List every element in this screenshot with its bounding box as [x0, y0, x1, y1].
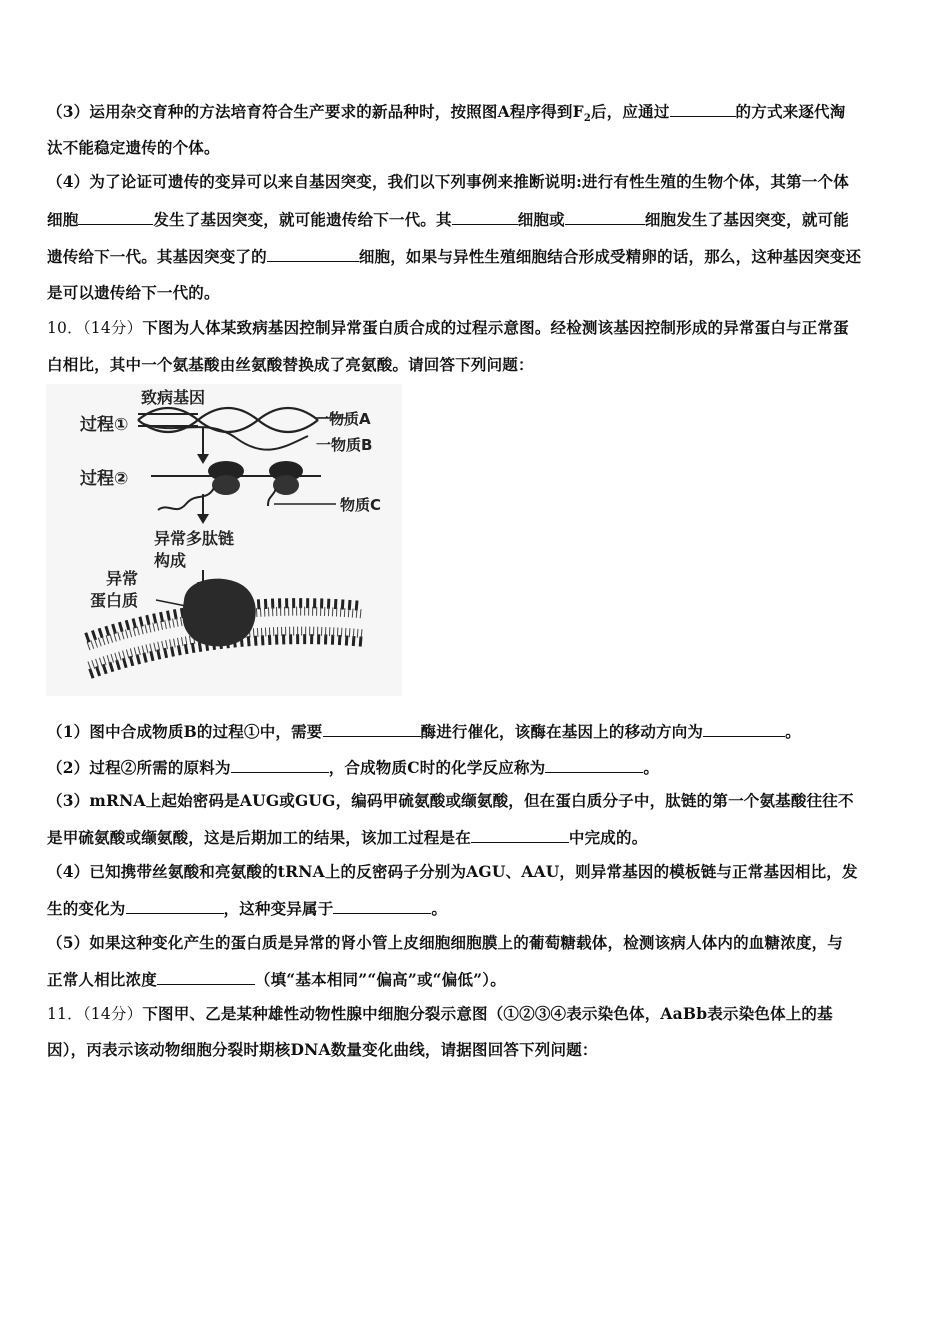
text: 后，应通过	[591, 102, 670, 121]
q10-sub4-line1	[47, 861, 917, 883]
label-material-b: 一物质B	[316, 436, 373, 454]
text: 遗传给下一代。其基因突变了的	[47, 247, 267, 266]
label-material-a: 一物质A	[314, 410, 371, 428]
text: 是甲硫氨酸或缬氨酸，这是后期加工的结果，该加工过程是在	[47, 828, 471, 847]
text: 程序得到	[509, 102, 573, 121]
answer-blank[interactable]	[670, 100, 736, 117]
text: （4）已知携带丝氨酸和亮氨酸的	[47, 862, 278, 881]
text: 或	[279, 791, 295, 810]
q9-part4-line1: （4）为了论证可遗传的变异可以来自基因突变，我们以下列事例来推断说明:进行有性生殖的生物个体，其第一个体	[47, 172, 849, 191]
q9-part3-line2: 汰不能稳定遗传的个体。	[47, 138, 220, 157]
q9-part3-line1	[47, 100, 917, 130]
text: （3）	[47, 791, 90, 810]
q10-sub2	[47, 756, 917, 779]
text: ，则异常基因的模板链与正常基因相比，发	[559, 862, 858, 881]
text: B	[183, 722, 197, 741]
text: C	[407, 758, 420, 777]
q10-sub3-line2	[47, 826, 917, 849]
text: 正常人相比浓度	[47, 970, 157, 989]
question-number: 10．	[47, 319, 83, 337]
text: 酶进行催化，该酶在基因上的移动方向为	[420, 722, 704, 741]
label-material-c: 物质C	[340, 496, 382, 514]
text: mRNA	[89, 791, 146, 810]
answer-blank[interactable]	[471, 826, 569, 843]
text: 上的反密码子分别为	[324, 862, 467, 881]
text: 。	[785, 722, 801, 741]
label-abnormal-2: 蛋白质	[90, 591, 139, 610]
question-score: （14分）	[82, 319, 143, 337]
text: （填“基本相同”“偏高”或“偏低”）。	[254, 970, 506, 989]
text: AUG	[239, 791, 280, 810]
q10-sub4-line2	[47, 897, 917, 920]
text: 的方式来逐代淘	[735, 102, 846, 121]
q10-stem-line2: 白相比，其中一个氨基酸由丝氨酸替换成了亮氨酸。请回答下列问题：	[47, 355, 534, 374]
q10-sub1	[47, 720, 917, 743]
q11-stem-line2	[47, 1039, 917, 1061]
answer-blank[interactable]	[126, 897, 224, 914]
text: 因），丙表示该动物细胞分裂时期核	[47, 1040, 291, 1059]
answer-blank[interactable]	[565, 208, 645, 225]
text: AaBb	[660, 1004, 708, 1023]
text: A	[497, 102, 510, 121]
answer-blank[interactable]	[545, 756, 643, 773]
text: 的过程①中，需要	[196, 722, 323, 741]
text: （2）过程②所需的原料为	[47, 758, 231, 777]
answer-blank[interactable]	[267, 245, 359, 262]
text: 细胞，如果与异性生殖细胞结合形成受精卵的话，那么，这种基因突变还	[358, 247, 862, 266]
label-process2: 过程②	[80, 469, 129, 489]
text: （3）运用杂交育种的方法培育符合生产要求的新品种时，按照图	[47, 102, 498, 121]
text: 细胞或	[517, 210, 565, 229]
text: 数量变化曲线，请据图回答下列问题：	[330, 1040, 598, 1059]
q9-part4-line4: 是可以遗传给下一代的。	[47, 283, 220, 302]
text: 生的变化为	[47, 899, 126, 918]
text: DNA	[290, 1040, 331, 1059]
text: 下图为人体某致病基因控制异常蛋白质合成的过程示意图。经检测该基因控制形成的异常蛋白与正常蛋	[142, 318, 849, 337]
answer-blank[interactable]	[333, 897, 431, 914]
text: 中完成的。	[568, 828, 648, 847]
q10-sub3-line1	[47, 790, 917, 812]
text: 时的化学反应称为	[419, 758, 546, 777]
text: ，这种变异属于	[223, 899, 334, 918]
text: tRNA	[277, 862, 325, 881]
text: 发生了基因突变，就可能遗传给下一代。其	[153, 210, 452, 229]
answer-blank[interactable]	[323, 720, 421, 737]
label-abnormal-chain: 异常多肽链	[154, 529, 235, 548]
text: AGU、AAU	[466, 862, 560, 881]
text: ，合成物质	[328, 758, 408, 777]
answer-blank[interactable]	[78, 208, 153, 225]
q11-stem-line1	[47, 1003, 917, 1025]
text: 。	[431, 899, 448, 918]
protein-synthesis-diagram	[46, 384, 402, 696]
ribosome-small-2	[273, 475, 299, 495]
label-gene: 致病基因	[141, 388, 206, 407]
q10-stem-line1	[47, 317, 917, 339]
label-abnormal-1: 异常	[106, 569, 139, 588]
text: （1）图中合成物质	[47, 722, 184, 741]
answer-blank[interactable]	[452, 208, 518, 225]
text: 细胞发生了基因突变，就可能	[644, 210, 849, 229]
text: ，编码甲硫氨酸或缬氨酸，但在蛋白质分子中，肽链的第一个氨基酸往往不	[335, 791, 854, 810]
q10-sub5-line1: （5）如果这种变化产生的蛋白质是异常的肾小管上皮细胞细胞膜上的葡萄糖载体，检测该病人体内的血糖浓度，与	[47, 933, 843, 952]
text: 上起始密码是	[145, 791, 240, 810]
answer-blank[interactable]	[157, 968, 255, 985]
text: 表示染色体上的基	[707, 1004, 833, 1023]
q9-part4-line3	[47, 245, 917, 268]
label-form: 构成	[154, 551, 187, 570]
question-score: （14分）	[82, 1005, 143, 1023]
ribosome-small-1	[212, 475, 240, 495]
abnormal-protein	[182, 579, 255, 647]
q9-part4-line2	[47, 208, 917, 231]
q10-sub5-line2	[47, 968, 917, 991]
answer-blank[interactable]	[231, 756, 329, 773]
question-number: 11．	[47, 1005, 83, 1023]
answer-blank[interactable]	[703, 720, 785, 737]
text: F	[572, 102, 584, 121]
text: 细胞	[47, 210, 79, 229]
label-process1: 过程①	[80, 415, 129, 435]
subscript: 2	[583, 113, 592, 125]
text: GUG	[294, 791, 336, 810]
text: 下图甲、乙是某种雄性动物性腺中细胞分裂示意图（①②③④表示染色体，	[142, 1004, 661, 1023]
text: 。	[643, 758, 660, 777]
